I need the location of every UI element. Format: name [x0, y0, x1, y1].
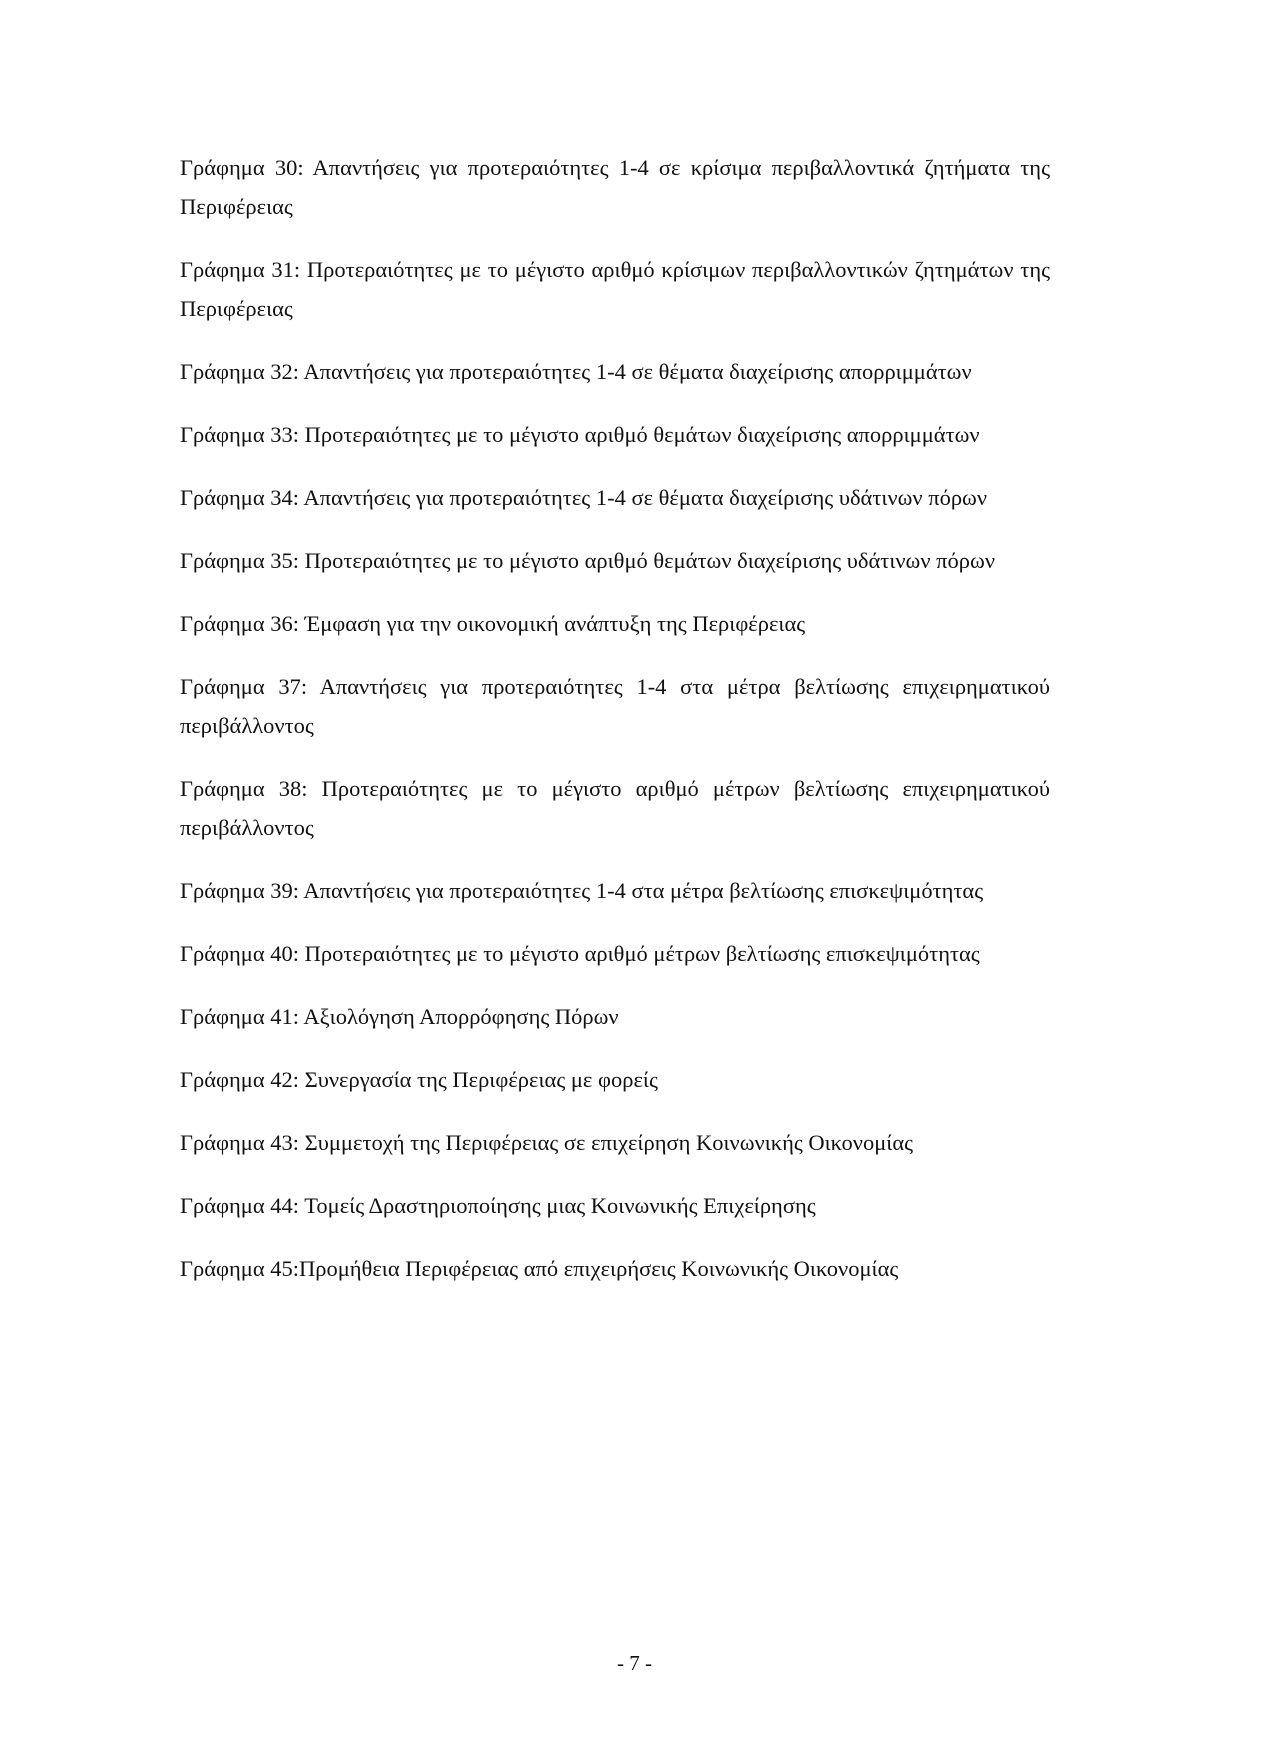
figure-entry-43: Γράφημα 43: Συμμετοχή της Περιφέρειας σε επιχείρηση Κοινωνικής Οικονομίας [180, 1130, 914, 1155]
figure-entry-37: Γράφημα 37: Απαντήσεις για προτεραιότητες 1-4 στα μέτρα βελτίωσης επιχειρηματικού περιβάλλοντος [180, 674, 1050, 738]
figure-entry-41: Γράφημα 41: Αξιολόγηση Απορρόφησης Πόρων [180, 1004, 619, 1029]
figure-entry-30: Γράφημα 30: Απαντήσεις για προτεραιότητες 1-4 σε κρίσιμα περιβαλλοντικά ζητήματα της Περιφέρειας [180, 155, 1050, 219]
figure-entry-33: Γράφημα 33: Προτεραιότητες με το μέγιστο αριθμό θεμάτων διαχείρισης απορριμμάτων [180, 422, 980, 447]
figure-entry-40: Γράφημα 40: Προτεραιότητες με το μέγιστο αριθμό μέτρων βελτίωσης επισκεψιμότητας [180, 941, 980, 966]
figure-entry-38: Γράφημα 38: Προτεραιότητες με το μέγιστο αριθμό μέτρων βελτίωσης επιχειρηματικού περιβάλλοντος [180, 776, 1050, 840]
figure-entry-34: Γράφημα 34: Απαντήσεις για προτεραιότητες 1-4 σε θέματα διαχείρισης υδάτινων πόρων [180, 485, 988, 510]
figure-list [180, 148, 1050, 1288]
figure-entry-45: Γράφημα 45:Προμήθεια Περιφέρειας από επιχειρήσεις Κοινωνικής Οικονομίας [180, 1256, 899, 1281]
figure-entry-31: Γράφημα 31: Προτεραιότητες με το μέγιστο αριθμό κρίσιμων περιβαλλοντικών ζητημάτων της Περιφέρειας [180, 257, 1050, 321]
figure-entry-44: Γράφημα 44: Τομείς Δραστηριοποίησης μιας Κοινωνικής Επιχείρησης [180, 1193, 816, 1218]
figure-entry-36: Γράφημα 36: Έμφαση για την οικονομική ανάπτυξη της Περιφέρειας [180, 611, 806, 636]
figure-entry-42: Γράφημα 42: Συνεργασία της Περιφέρειας με φορείς [180, 1067, 658, 1092]
figure-entry-39: Γράφημα 39: Απαντήσεις για προτεραιότητες 1-4 στα μέτρα βελτίωσης επισκεψιμότητας [180, 878, 984, 903]
figure-entry-35: Γράφημα 35: Προτεραιότητες με το μέγιστο αριθμό θεμάτων διαχείρισης υδάτινων πόρων [180, 548, 995, 573]
figure-entry-32: Γράφημα 32: Απαντήσεις για προτεραιότητες 1-4 σε θέματα διαχείρισης απορριμμάτων [180, 359, 972, 384]
page-number: - 7 - [617, 1651, 652, 1675]
